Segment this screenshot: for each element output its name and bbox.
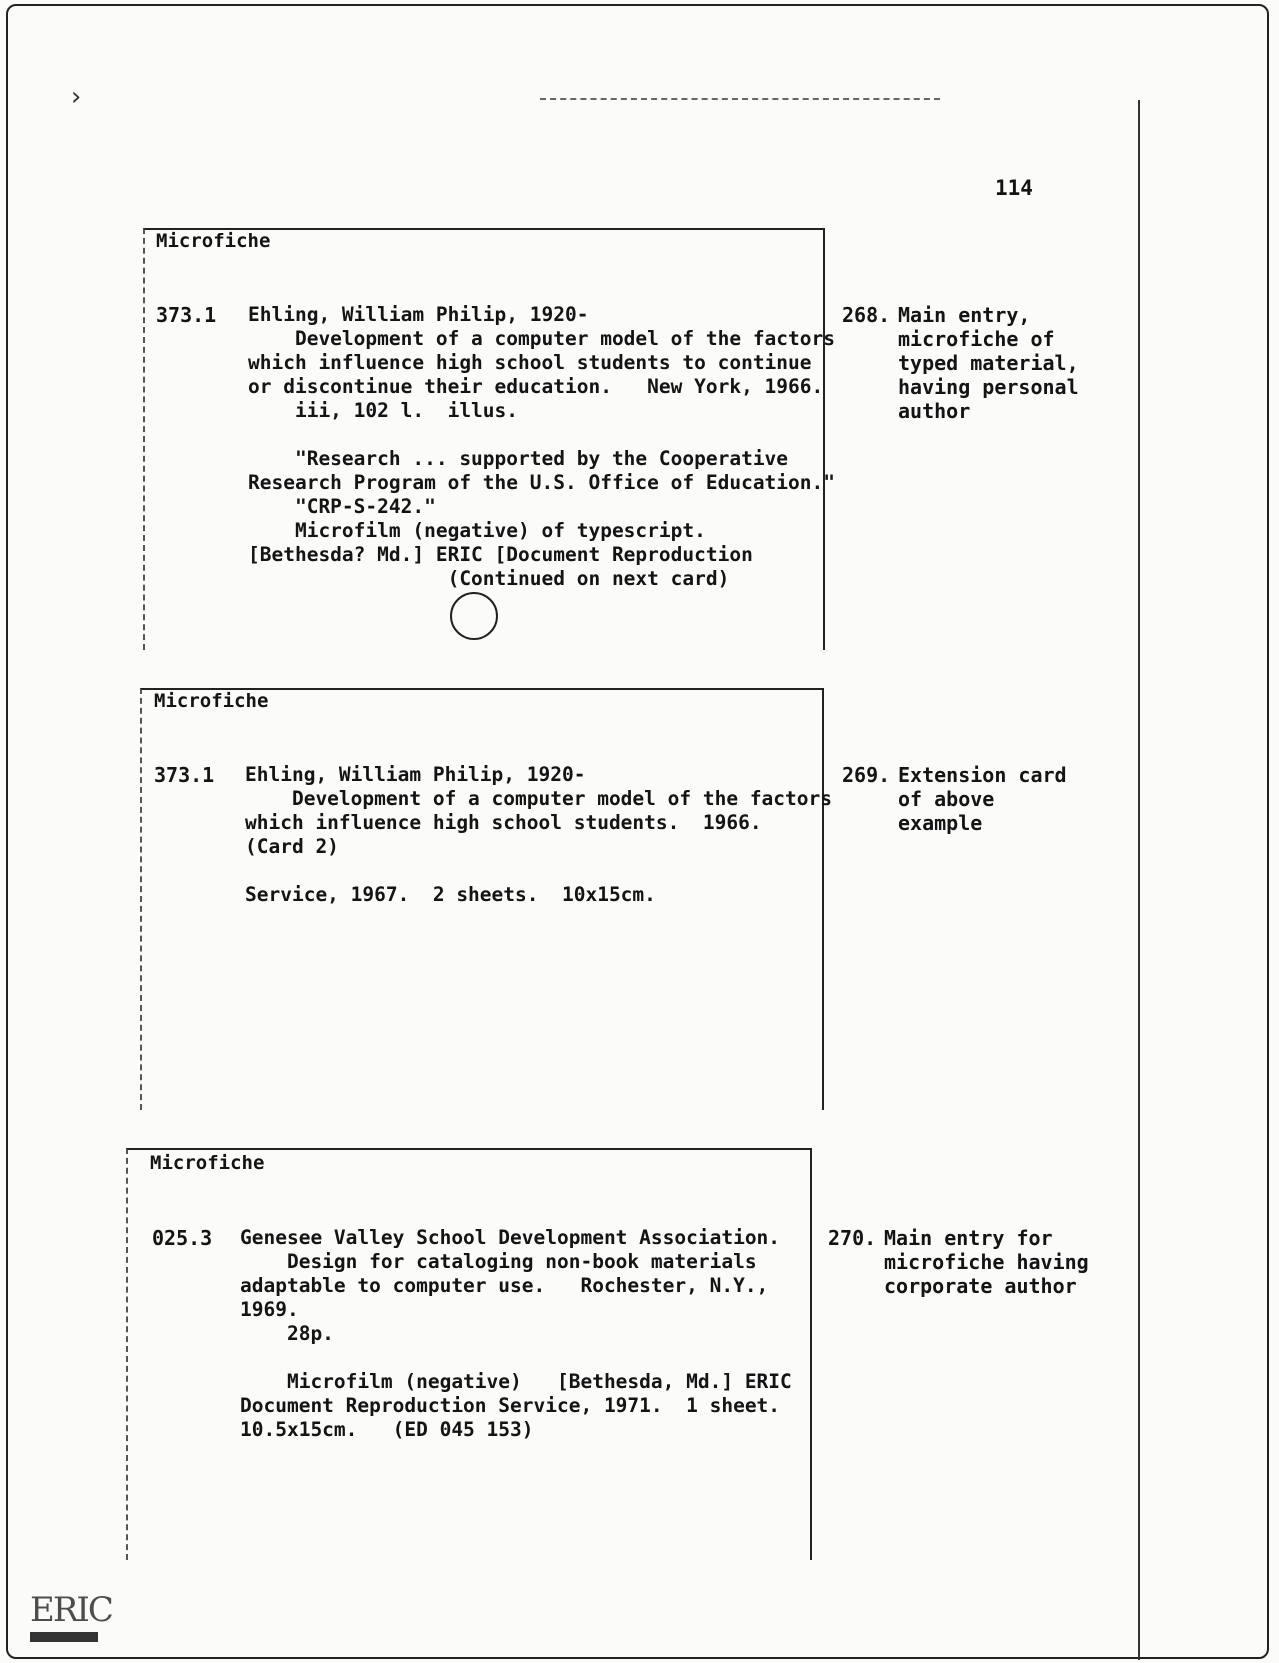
card-1-line: [Bethesda? Md.] ERIC [Document Reproduction: [248, 543, 753, 566]
annotation-line: typed material,: [898, 351, 1079, 375]
card-2-line: (Card 2): [245, 835, 339, 858]
card-1-line: Research Program of the U.S. Office of Education.": [248, 471, 835, 494]
card-2-line: which influence high school students. 1966.: [245, 811, 762, 834]
card-3-line: 10.5x15cm. (ED 045 153): [240, 1418, 534, 1441]
card-3-line: Document Reproduction Service, 1971. 1 sheet.: [240, 1394, 781, 1417]
card-2-annotation: [842, 763, 1067, 835]
card-2-line: Development of a computer model of the factors: [245, 787, 832, 810]
card-3-line: Microfilm (negative) [Bethesda, Md.] ERIC: [240, 1370, 792, 1393]
annotation-line: example: [898, 811, 983, 835]
annotation-number: 270.: [828, 1226, 877, 1250]
annotation-line: of above: [898, 787, 995, 811]
card-3-call-number: 025.3: [152, 1226, 213, 1250]
annotation-line: Extension card: [898, 763, 1067, 787]
annotation-line: Main entry for: [884, 1226, 1053, 1250]
card-2-header: Microfiche: [154, 690, 269, 712]
annotation-line: microfiche having: [884, 1250, 1089, 1274]
card-1-line: Microfilm (negative) of typescript.: [248, 519, 706, 542]
card-1-line: "CRP-S-242.": [248, 495, 436, 518]
card-1-line: "Research ... supported by the Cooperative: [248, 447, 789, 470]
annotation-line: microfiche of: [898, 327, 1055, 351]
card-1-line: or discontinue their education. New York, 1966.: [248, 375, 824, 398]
page-number: 114: [995, 176, 1033, 200]
annotation-line: author: [898, 399, 971, 423]
card-2-line: Service, 1967. 2 sheets. 10x15cm.: [245, 883, 656, 906]
card-1-annotation: [842, 303, 1079, 423]
card-2-call-number: 373.1: [154, 763, 215, 787]
card-3-line: Design for cataloging non-book materials: [240, 1250, 757, 1273]
card-3-annotation: [828, 1226, 1089, 1298]
eric-logo-wordmark: ERIC: [30, 1590, 112, 1630]
annotation-line: Main entry,: [898, 303, 1031, 327]
page-margin-rule: [1138, 100, 1140, 1660]
annotation-number: 269.: [842, 763, 891, 787]
card-3-line: Genesee Valley School Development Association.: [240, 1226, 781, 1249]
eric-logo-bar: [30, 1632, 98, 1642]
card-3-line: 1969.: [240, 1298, 299, 1321]
card-1-header: Microfiche: [156, 230, 271, 252]
card-3-line: 28p.: [240, 1322, 334, 1345]
card-3-header: Microfiche: [150, 1152, 265, 1174]
card-1-line: Ehling, William Philip, 1920-: [248, 303, 589, 326]
eric-logo: [30, 1582, 112, 1652]
annotation-number: 268.: [842, 303, 891, 327]
annotation-line: having personal: [898, 375, 1079, 399]
card-1-line: Development of a computer model of the factors: [248, 327, 835, 350]
catalog-card-3: [126, 1148, 812, 1560]
card-1-line: iii, 102 l. illus.: [248, 399, 519, 422]
card-1-call-number: 373.1: [156, 303, 217, 327]
card-3-line: adaptable to computer use. Rochester, N.Y.,: [240, 1274, 769, 1297]
corner-mark: ›: [68, 82, 84, 112]
annotation-line: corporate author: [884, 1274, 1077, 1298]
scan-dash-line: [540, 98, 940, 100]
card-1-line: (Continued on next card): [248, 567, 730, 590]
card-2-line: Ehling, William Philip, 1920-: [245, 763, 586, 786]
card-1-line: which influence high school students to continue: [248, 351, 812, 374]
card-punch-hole: [450, 592, 498, 640]
